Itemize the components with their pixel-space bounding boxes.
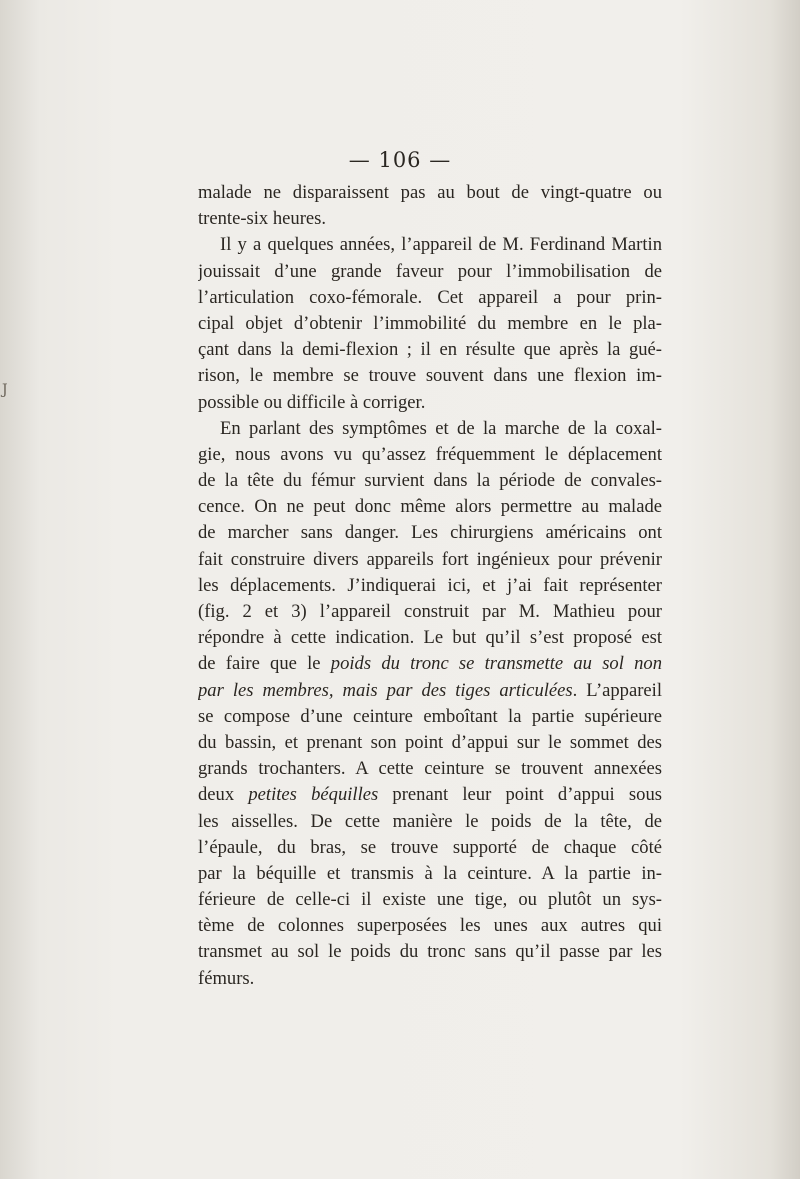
text-segment: Il y a quelques années, l’appareil de M. Ferdinand Martin — [220, 234, 662, 256]
text-line — [198, 651, 662, 677]
text-segment: (fig. 2 et 3) l’appareil construit par M. Mathieu pour — [198, 601, 662, 622]
text-line — [198, 232, 662, 258]
text-segment: fémurs. — [198, 967, 255, 989]
text-segment: malade ne disparaissent pas au bout de vingt-quatre ou — [198, 182, 662, 203]
text-segment: rison, le membre se trouve souvent dans une flexion im- — [198, 365, 662, 387]
margin-mark: J — [2, 382, 8, 398]
text-line — [198, 913, 662, 939]
text-line — [198, 311, 662, 337]
italic-text: petites béquilles — [248, 784, 379, 806]
text-line — [198, 180, 662, 206]
text-segment: de faire que le — [198, 653, 331, 675]
text-line — [198, 547, 662, 573]
text-line — [198, 337, 662, 363]
text-line — [198, 494, 662, 520]
text-segment: trente-six heures. — [198, 208, 327, 230]
text-line — [198, 835, 662, 861]
text-line — [198, 442, 662, 468]
italic-text: par les membres, mais par des tiges articulées — [198, 679, 573, 701]
text-line — [198, 363, 662, 389]
text-segment: de marcher sans danger. Les chirurgiens américains ont — [198, 522, 662, 544]
text-segment: les déplacements. J’indiquerai ici, et j’ai fait représenter — [198, 574, 662, 596]
text-line — [198, 520, 662, 546]
text-segment: répondre à cette indication. Le but qu’il s’est proposé est — [198, 627, 662, 649]
text-segment: çant dans la demi-flexion ; il en résulte que après la gué- — [198, 339, 662, 361]
text-segment: du bassin, et prenant son point d’appui sur le sommet des — [198, 731, 662, 753]
text-segment: transmet au sol le poids du tronc sans qu’il passe par les — [198, 941, 662, 963]
text-line — [198, 625, 662, 651]
text-segment: tème de colonnes superposées les unes aux autres qui — [198, 915, 662, 937]
text-segment: férieure de celle-ci il existe une tige, ou plutôt un sys- — [198, 889, 662, 911]
text-line — [198, 782, 662, 808]
text-line — [198, 259, 662, 285]
text-line — [198, 730, 662, 756]
text-line — [198, 861, 662, 887]
text-line — [198, 678, 662, 704]
text-segment: . L’appareil — [572, 679, 662, 701]
text-line — [198, 468, 662, 494]
text-segment: prenant leur point d’appui sous — [378, 784, 662, 806]
text-segment: les aisselles. De cette manière le poids de la tête, de — [198, 810, 662, 832]
text-segment: jouissait d’une grande faveur pour l’immobilisation de — [198, 260, 662, 282]
text-line — [198, 704, 662, 730]
text-segment: l’articulation coxo-fémorale. Cet appareil a pour prin- — [198, 286, 662, 308]
italic-text: poids du tronc se transmette au sol non — [330, 653, 662, 675]
text-segment: se compose d’une ceinture emboîtant la partie supérieure — [198, 705, 662, 727]
text-line — [198, 756, 662, 782]
text-line — [198, 599, 662, 625]
text-segment: possible ou difficile à corriger. — [198, 391, 426, 413]
page-number: — 106 — — [348, 148, 452, 172]
text-segment: l’épaule, du bras, se trouve supporté de chaque côté — [198, 836, 662, 858]
text-line — [198, 390, 662, 416]
text-line — [198, 939, 662, 965]
text-line — [198, 573, 662, 599]
text-segment: de la tête du fémur survient dans la période de convales- — [198, 470, 662, 492]
text-line — [198, 285, 662, 311]
text-segment: gie, nous avons vu qu’assez fréquemment le déplacement — [198, 443, 662, 465]
text-line — [198, 206, 662, 232]
text-line — [198, 416, 662, 442]
text-line — [198, 966, 662, 992]
text-segment: cipal objet d’obtenir l’immobilité du membre en le pla- — [198, 312, 662, 334]
text-segment: deux — [198, 784, 249, 806]
text-segment: cence. On ne peut donc même alors permettre au malade — [198, 496, 662, 518]
text-line — [198, 809, 662, 835]
text-segment: par la béquille et transmis à la ceinture. A la partie in- — [198, 862, 662, 884]
text-line — [198, 887, 662, 913]
text-segment: grands trochanters. A cette ceinture se trouvent annexées — [198, 758, 662, 780]
text-segment: fait construire divers appareils fort ingénieux pour prévenir — [198, 548, 662, 570]
text-segment: En parlant des symptômes et de la marche de la coxal- — [220, 417, 662, 439]
body-text — [198, 180, 662, 992]
